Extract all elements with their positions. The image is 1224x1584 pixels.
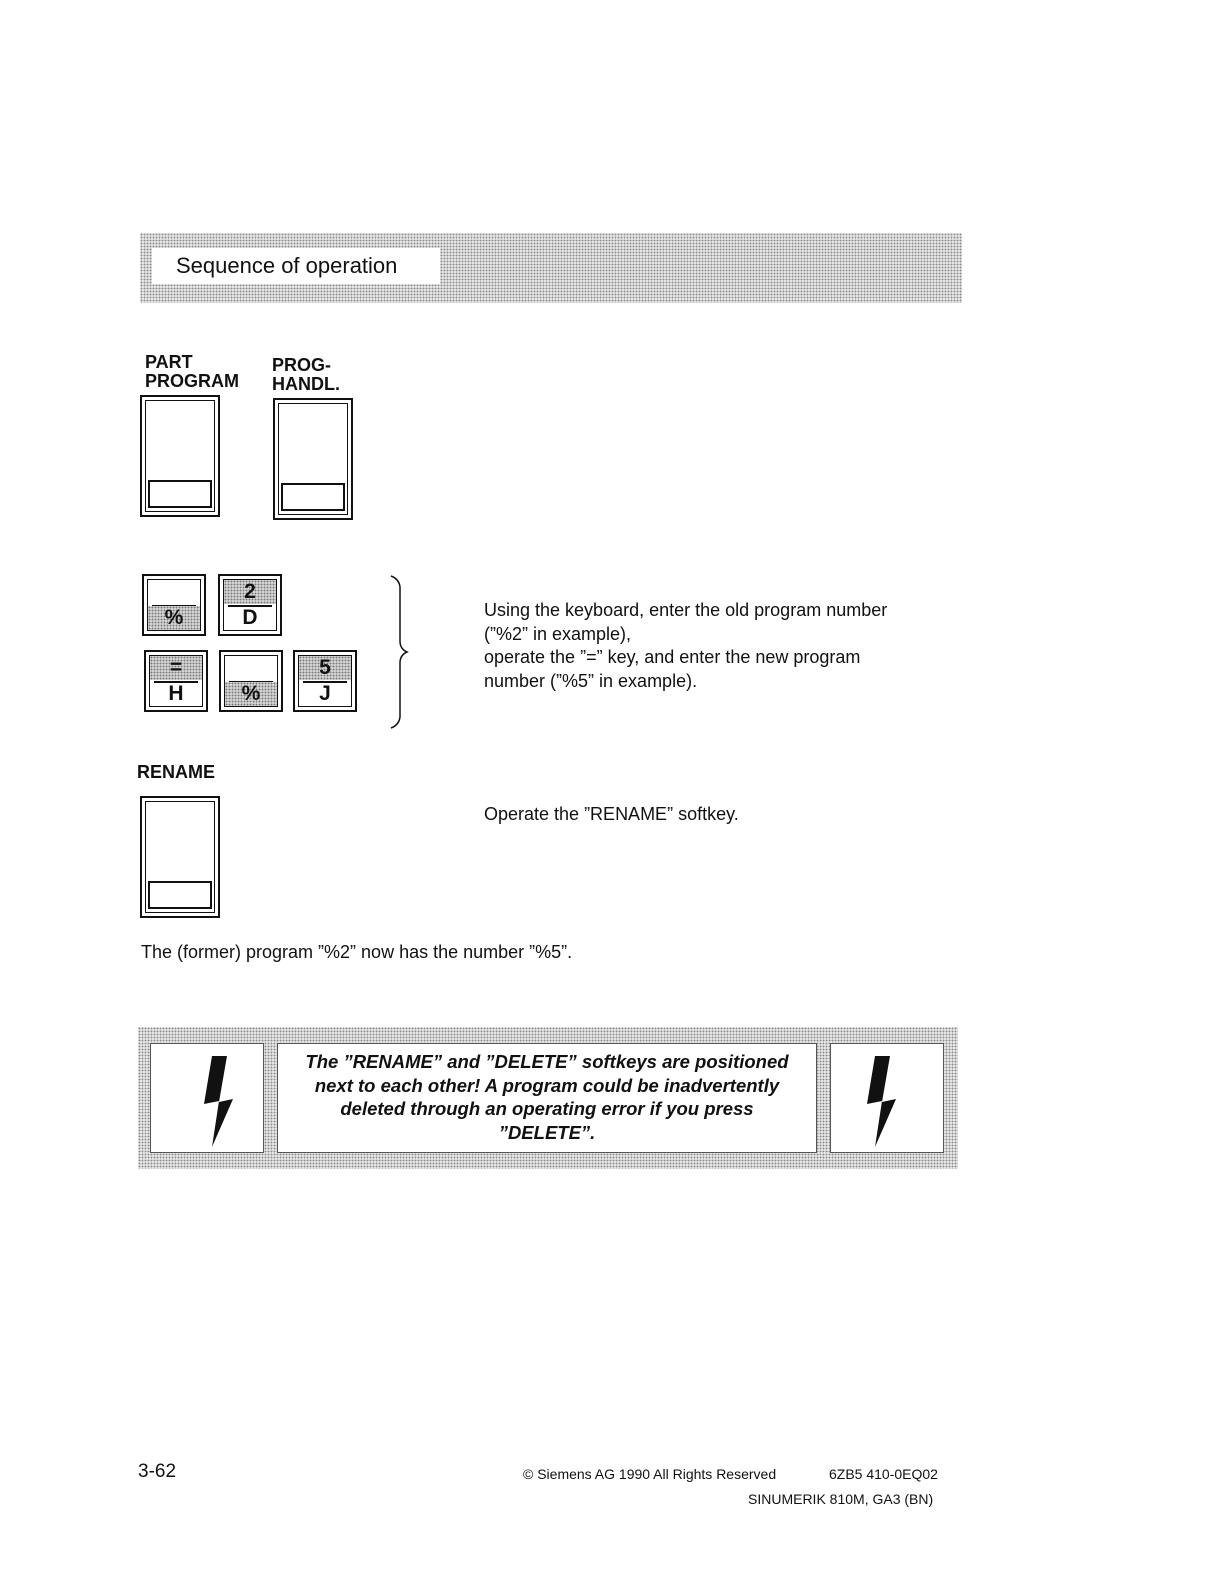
result-text: The (former) program ”%2” now has the number ”%5”.	[141, 942, 573, 962]
key-top-legend	[148, 580, 200, 604]
warning-icon-cell-left	[150, 1043, 264, 1153]
key-top-legend: 2	[224, 580, 276, 604]
prog-handl-softkey[interactable]	[273, 398, 353, 520]
key-bottom-legend: %	[148, 606, 200, 630]
warning-box	[138, 1027, 958, 1169]
softkey-button-face	[148, 480, 212, 508]
keyboard-key[interactable]	[218, 574, 282, 636]
instruction-line: operate the ”=” key, and enter the new program	[484, 647, 861, 667]
instruction-line: Using the keyboard, enter the old program number	[484, 600, 888, 620]
warning-line: deleted through an operating error if you press	[340, 1098, 754, 1119]
key-bottom-legend: J	[319, 682, 331, 705]
key-bottom-legend: H	[168, 682, 184, 705]
keyboard-key[interactable]	[144, 650, 208, 712]
key-top-legend: 5	[299, 656, 351, 680]
brace-icon	[385, 573, 415, 731]
keyboard-key[interactable]	[219, 650, 283, 712]
warning-icon-cell-right	[830, 1043, 944, 1153]
softkey-label-part-program	[145, 353, 239, 391]
softkey-label-line: HANDL.	[272, 374, 340, 394]
softkey-button-face	[281, 483, 345, 511]
keyboard-key[interactable]	[293, 650, 357, 712]
order-number: 6ZB5 410-0EQ02	[829, 1466, 938, 1482]
warning-line: The ”RENAME” and ”DELETE” softkeys are positioned	[305, 1051, 789, 1072]
rename-softkey[interactable]	[140, 796, 220, 918]
instruction-line: (”%2” in example),	[484, 623, 632, 644]
page-number: 3-62	[138, 1461, 177, 1482]
instruction-line: number (”%5” in example).	[484, 670, 698, 691]
softkey-button-face	[148, 881, 212, 909]
warning-text	[278, 1044, 816, 1144]
softkey-label-line: PROG-	[272, 355, 332, 375]
copyright: © Siemens AG 1990 All Rights Reserved	[523, 1466, 777, 1482]
softkey-label-prog-handl	[272, 356, 340, 394]
softkey-label-rename: RENAME	[137, 762, 216, 782]
section-title: Sequence of operation	[152, 248, 440, 284]
keyboard-key[interactable]	[142, 574, 206, 636]
rename-instruction: Operate the ”RENAME” softkey.	[484, 804, 739, 824]
warning-line: next to each other! A program could be inadvertently	[314, 1074, 780, 1096]
softkey-label-line: PROGRAM	[145, 371, 239, 391]
key-top-legend	[225, 656, 277, 680]
part-program-softkey[interactable]	[140, 395, 220, 517]
product-name: SINUMERIK 810M, GA3 (BN)	[748, 1491, 934, 1507]
warning-text-cell	[277, 1043, 817, 1153]
warning-line: ”DELETE”.	[498, 1121, 596, 1143]
key-bottom-legend: D	[242, 606, 258, 629]
lightning-icon	[151, 1044, 265, 1154]
keyboard-instructions	[484, 599, 944, 693]
key-bottom-legend: %	[225, 682, 277, 706]
softkey-label-line: PART	[145, 352, 193, 372]
key-top-legend: =	[150, 656, 202, 680]
lightning-icon	[831, 1044, 945, 1154]
